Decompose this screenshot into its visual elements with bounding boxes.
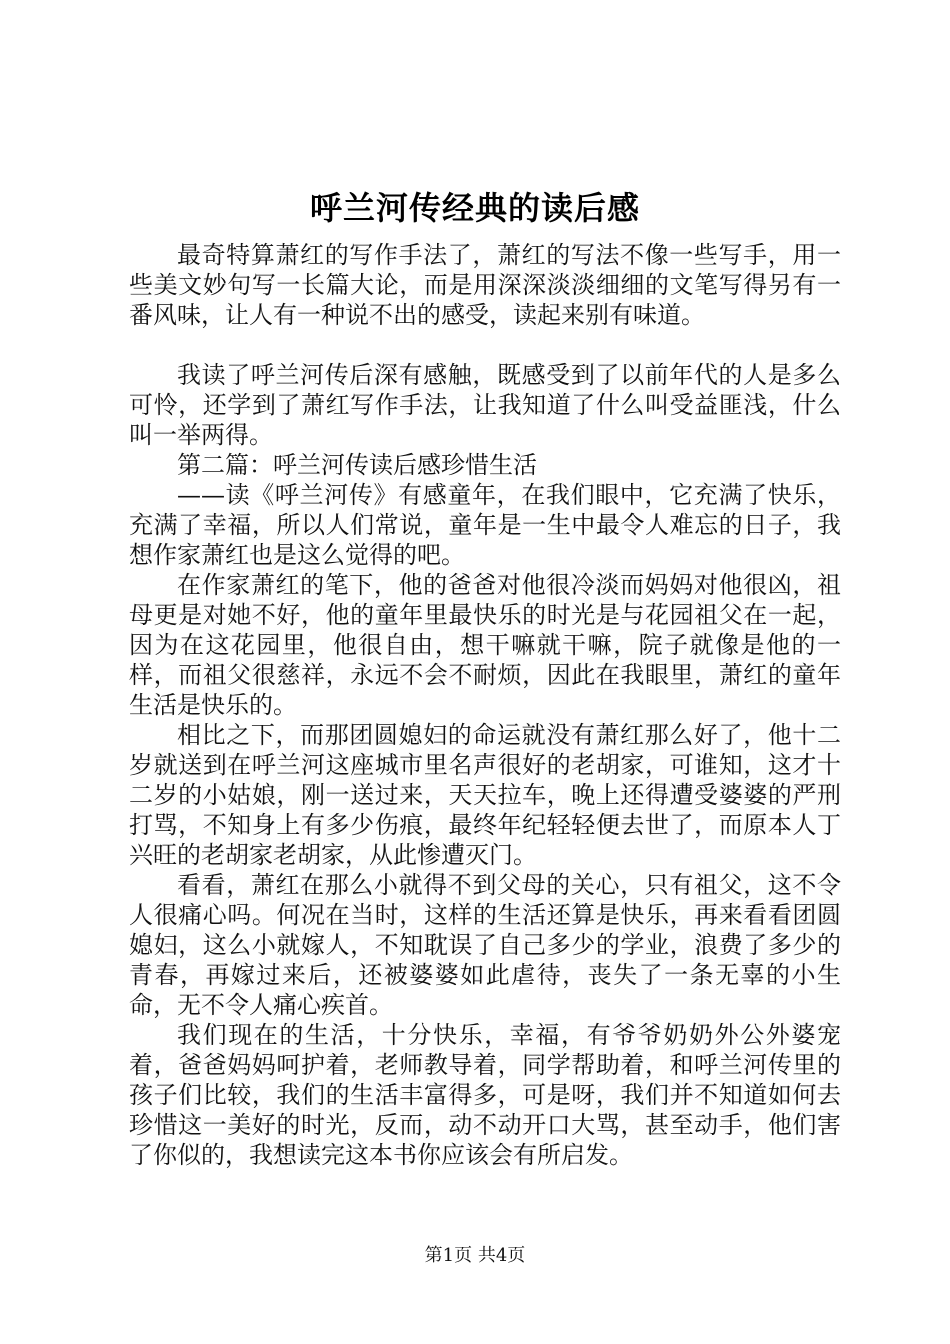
paragraph-3: ——读《呼兰河传》有感童年，在我们眼中，它充满了快乐，充满了幸福，所以人们常说，童年是一生中最令人难忘的日子，我想作家萧红也是这么觉得的吧。 <box>129 481 841 569</box>
section-heading: 第二篇：呼兰河传读后感珍惜生活 <box>177 451 537 479</box>
paragraph-4: 在作家萧红的笔下，他的爸爸对他很冷淡而妈妈对他很凶，祖母更是对她不好，他的童年里最快乐的时光是与花园祖父在一起，因为在这花园里，他很自由，想干嘛就干嘛，院子就像是他的一样，而祖父很慈祥，永远不会不耐烦，因此在我眼里，萧红的童年生活是快乐的。 <box>129 571 841 719</box>
page-title: 呼兰河传经典的读后感 <box>309 189 640 227</box>
paragraph-5: 相比之下，而那团圆媳妇的命运就没有萧红那么好了，他十二岁就送到在呼兰河这座城市里名声很好的老胡家，可谁知，这才十二岁的小姑娘，刚一送过来，天天拉车，晚上还得遭受婆婆的严刑打骂，不知身上有多少伤痕，最终年纪轻轻便去世了，而原本人丁兴旺的老胡家老胡家，从此惨遭灭门。 <box>129 721 841 869</box>
page-footer: 第1页 共4页 <box>424 1245 526 1266</box>
document-body <box>129 240 841 1170</box>
paragraph-7: 我们现在的生活，十分快乐，幸福，有爷爷奶奶外公外婆宠着，爸爸妈妈呵护着，老师教导着，同学帮助着，和呼兰河传里的孩子们比较，我们的生活丰富得多，可是呀，我们并不知道如何去珍惜这一美好的时光，反而，动不动开口大骂，甚至动手，他们害了你似的，我想读完这本书你应该会有所启发。 <box>129 1021 841 1169</box>
paragraph-6: 看看，萧红在那么小就得不到父母的关心，只有祖父，这不令人很痛心吗。何况在当时，这样的生活还算是快乐，再来看看团圆媳妇，这么小就嫁人，不知耽误了自己多少的学业，浪费了多少的青春，再嫁过来后，还被婆婆如此虐待，丧失了一条无辜的小生命，无不令人痛心疾首。 <box>129 871 841 1019</box>
paragraph-2: 我读了呼兰河传后深有感触，既感受到了以前年代的人是多么可怜，还学到了萧红写作手法，让我知道了什么叫受益匪浅，什么叫一举两得。 <box>129 361 841 449</box>
paragraph-1: 最奇特算萧红的写作手法了，萧红的写法不像一些写手，用一些美文妙句写一长篇大论，而是用深深淡淡细细的文笔写得另有一番风味，让人有一种说不出的感受，读起来别有味道。 <box>129 241 841 329</box>
